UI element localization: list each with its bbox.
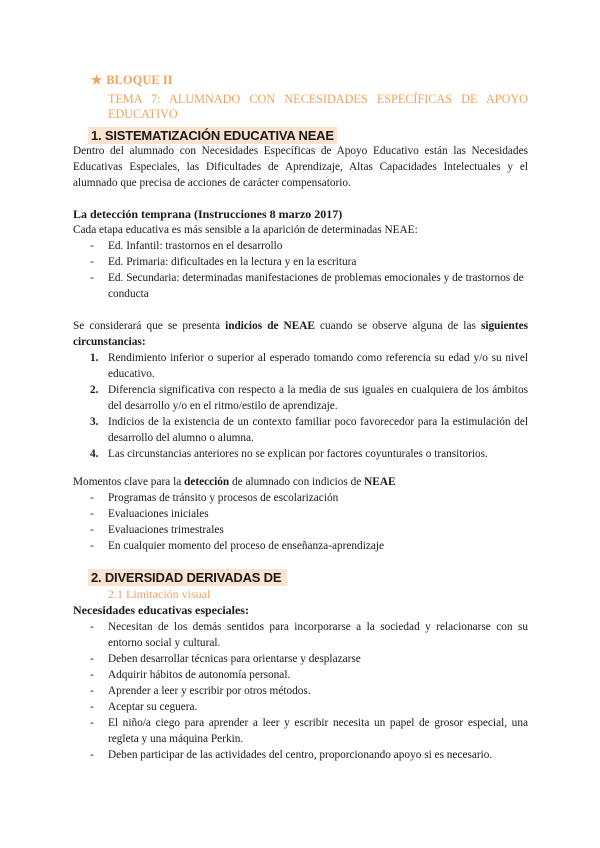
- list-item: - El niño/a ciego para aprender a leer y escribir necesita un papel de grosor especial, una regleta y una máquina Perkin.: [73, 715, 528, 747]
- item-text: Rendimiento inferior o superior al esperado tomando como referencia su edad y/o su nivel educativo.: [108, 352, 528, 380]
- star-icon: ★: [91, 73, 103, 87]
- tema-title: TEMA 7: ALUMNADO CON NECESIDADES ESPECÍFICAS DE APOYO EDUCATIVO: [108, 92, 528, 121]
- list-item: - Evaluaciones iniciales: [73, 506, 528, 522]
- section1-intro: Dentro del alumnado con Necesidades Específicas de Apoyo Educativo están las Necesidades Educativas Especiales, las Dificultades de Aprendizaje, Altas Capacidades Intelectuales y el alumnado que precisa de acciones de carácter compensatorio.: [73, 145, 528, 189]
- item-number: 2.: [90, 384, 99, 396]
- section2-heading-text: 2. DIVERSIDAD DERIVADAS DE: [88, 569, 287, 586]
- momentos-pre: Momentos clave para la: [73, 476, 185, 488]
- momentos-bold: detección: [184, 476, 230, 488]
- item-number: 3.: [90, 416, 99, 428]
- bloque-label: BLOQUE II: [106, 73, 173, 87]
- momentos-paragraph: [73, 474, 528, 490]
- list-item: - Ed. Secundaria: determinadas manifestaciones de problemas emocionales y de trastornos de conducta: [73, 270, 528, 302]
- list-item: - Programas de tránsito y procesos de escolarización: [73, 490, 528, 506]
- nee-list: [73, 619, 528, 763]
- list-item: - Adquirir hábitos de autonomía personal.: [73, 667, 528, 683]
- bloque-title: [73, 72, 528, 88]
- list-item: - En cualquier momento del proceso de enseñanza-aprendizaje: [73, 538, 528, 554]
- list-item: - Deben participar de las actividades del centro, proporcionando apoyo si es necesario.: [73, 747, 528, 763]
- etapas-list: [73, 238, 528, 302]
- list-item: [73, 446, 528, 462]
- item-number: 4.: [90, 448, 99, 460]
- indicios-bold: indicios de NEAE: [225, 320, 315, 332]
- list-item: - Aceptar su ceguera.: [73, 699, 528, 715]
- section1-heading-text: 1. SISTEMATIZACIÓN EDUCATIVA NEAE: [88, 127, 337, 144]
- indicios-paragraph: [73, 318, 528, 350]
- list-item: - Deben desarrollar técnicas para orientarse y desplazarse: [73, 651, 528, 667]
- deteccion-title: La detección temprana (Instrucciones 8 marzo 2017): [73, 207, 343, 221]
- item-number: 1.: [90, 352, 99, 364]
- section2-heading: [88, 569, 287, 587]
- list-item: - Ed. Primaria: dificultades en la lectura y en la escritura: [73, 254, 528, 270]
- indicios-mid: cuando se observe alguna de las: [314, 320, 481, 332]
- circunstancias-list: [73, 350, 528, 462]
- list-item: - Necesitan de los demás sentidos para incorporarse a la sociedad y relacionarse con su entorno social y cultural.: [73, 619, 528, 651]
- list-item: [73, 350, 528, 382]
- momentos-list: [73, 490, 528, 554]
- momentos-neae: NEAE: [364, 476, 396, 488]
- list-item: - Aprender a leer y escribir por otros métodos.: [73, 683, 528, 699]
- list-item: - Evaluaciones trimestrales: [73, 522, 528, 538]
- nee-title: Necesidades educativas especiales:: [73, 603, 249, 617]
- list-item: [73, 382, 528, 414]
- list-item: - Ed. Infantil: trastornos en el desarrollo: [73, 238, 528, 254]
- section2-subheading: 2.1 Limitación visual: [108, 587, 211, 601]
- indicios-pre: Se considerará que se presenta: [73, 320, 226, 332]
- list-item: [73, 414, 528, 446]
- circunstancias-bold: siguientes circunstancias:: [73, 320, 529, 348]
- momentos-mid: de alumnado con indicios de: [229, 476, 365, 488]
- item-text: Las circunstancias anteriores no se explican por factores coyunturales o transitorios.: [108, 448, 488, 460]
- item-text: Diferencia significativa con respecto a la media de sus iguales en cualquiera de los ámbitos del desarrollo y/o en el ritmo/estilo de aprendizaje.: [108, 384, 528, 412]
- deteccion-text: Cada etapa educativa es más sensible a la aparición de determinadas NEAE:: [73, 224, 418, 236]
- item-text: Indicios de la existencia de un contexto familiar poco favorecedor para la estimulación del desarrollo del alumno o alumna.: [108, 416, 528, 444]
